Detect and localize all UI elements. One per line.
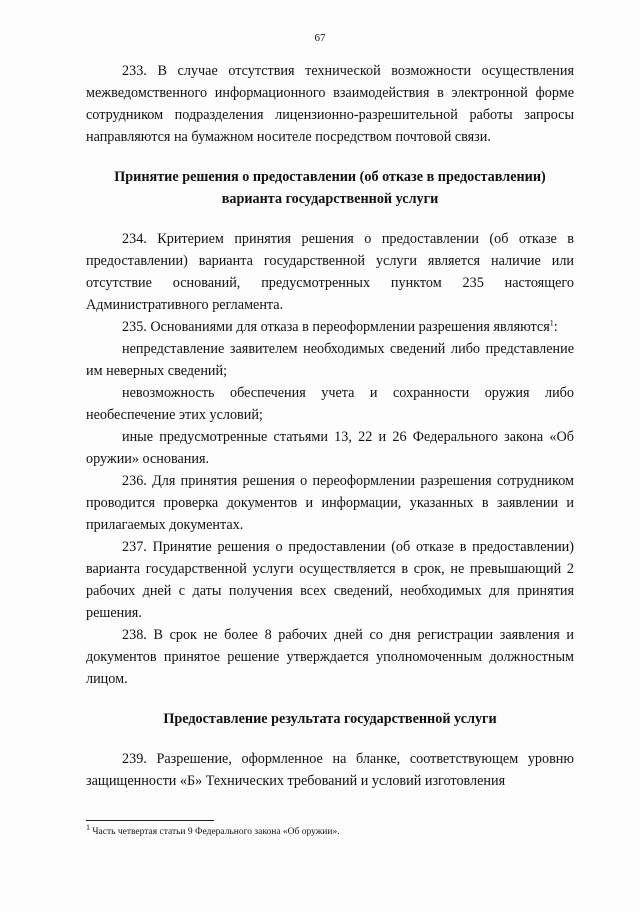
paragraph-236: 236. Для принятия решения о переоформлении разрешения сотрудником проводится проверка документов и информации, указанных в заявлении и прилагаемых документах.: [86, 473, 574, 533]
footnote-divider: [86, 820, 214, 821]
page-content: [86, 60, 574, 792]
paragraph-234: 234. Критерием принятия решения о предоставлении (об отказе в предоставлении) варианта государственной услуги является наличие или отсутствие оснований, предусмотренных пунктом 235 настоящего Административного регламента.: [86, 231, 574, 313]
section-heading-decision: Принятие решения о предоставлении (об отказе в предоставлении) варианта государственной услуги: [114, 169, 546, 207]
paragraph-239: 239. Разрешение, оформленное на бланке, соответствующем уровню защищенности «Б» Технических требований и условий изготовления: [86, 751, 574, 789]
paragraph-235-text: 235. Основаниями для отказа в переоформлении разрешения являются: [122, 319, 550, 335]
paragraph-238: 238. В срок не более 8 рабочих дней со дня регистрации заявления и документов принятое решение утверждается уполномоченным должностным лицом.: [86, 627, 574, 687]
footnote: [86, 822, 574, 838]
footnote-reference: 1: [549, 318, 554, 328]
footnote-mark: 1: [86, 822, 90, 832]
list-item-235-3: иные предусмотренные статьями 13, 22 и 26 Федерального закона «Об оружии» основания.: [86, 429, 574, 467]
section-heading-result: Предоставление результата государственной услуги: [163, 711, 497, 727]
paragraph-235-colon: :: [553, 319, 558, 335]
paragraph-235: [86, 316, 574, 338]
list-item-235-1: непредставление заявителем необходимых сведений либо представление им неверных сведений;: [86, 341, 574, 379]
list-item-235-2: невозможность обеспечения учета и сохранности оружия либо необеспечение этих условий;: [86, 385, 574, 423]
paragraph-237: 237. Принятие решения о предоставлении (об отказе в предоставлении) варианта государственной услуги осуществляется в срок, не превышающий 2 рабочих дней с даты получения всех сведений, необходимых для принятия решения.: [86, 539, 574, 621]
footnote-text: Часть четвертая статьи 9 Федерального закона «Об оружии».: [90, 827, 340, 837]
paragraph-233: 233. В случае отсутствия технической возможности осуществления межведомственного информационного взаимодействия в электронной форме сотрудником подразделения лицензионно-разрешительной работы запросы направляются на бумажном носителе посредством почтовой связи.: [86, 63, 574, 145]
page-number: 67: [314, 32, 326, 44]
